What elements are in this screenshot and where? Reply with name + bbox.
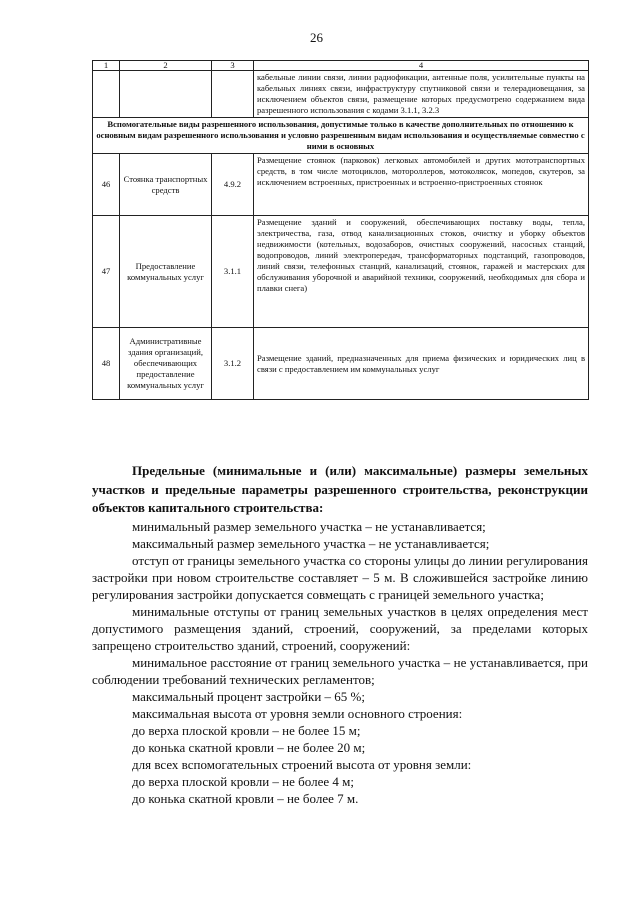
column-header: 2 (120, 61, 212, 71)
section-heading: Предельные (минимальные и (или) максимальные) размеры земельных участков и предельные параметры разрешенного строительства, реконструкции объектов капитального строительства: (92, 463, 588, 515)
table-row (93, 328, 589, 400)
row-name: Стоянка транспортных средств (120, 154, 212, 216)
row-code: 4.9.2 (212, 154, 254, 216)
row-name: Административные здания организаций, обеспечивающих предоставление коммунальных услуг (120, 328, 212, 400)
section-title: Вспомогательные виды разрешенного использования, допустимые только в качестве дополнительных по отношению к основным видам разрешенного использования и условно разрешенным видам использования и осуществляемые совместно с ними в основных (93, 118, 589, 154)
paragraph: до верха плоской кровли – не более 15 м; (132, 722, 361, 738)
empty-cell (212, 71, 254, 118)
paragraph: для всех вспомогательных строений высота от уровня земли: (132, 756, 472, 772)
paragraph: до верха плоской кровли – не более 4 м; (132, 773, 354, 789)
column-header: 1 (93, 61, 120, 71)
permitted-use-table (92, 60, 589, 400)
paragraph: до конька скатной кровли – не более 7 м. (132, 790, 359, 806)
page-number: 26 (310, 30, 323, 45)
row-description: Размещение зданий и сооружений, обеспечивающих поставку воды, тепла, электричества, газа, отвод канализационных стоков, очистку и уборку объектов недвижимости (котельных, водозаборов, очистных сооружений, насосных станций, водопроводов, линий электропередач, трансформаторных подстанций, газопроводов, линий связи, телефонных станций, канализаций, стоянок, гаражей и мастерских для обслуживания уборочной и аварийной техники, сооружений, необходимых для сбора и плавки снега) (254, 216, 589, 328)
row-description: Размещение зданий, предназначенных для приема физических и юридических лиц в связи с предоставлением им коммунальных услуг (254, 328, 589, 400)
column-header: 4 (254, 61, 589, 71)
row-code: 3.1.2 (212, 328, 254, 400)
column-header: 3 (212, 61, 254, 71)
paragraph: минимальный размер земельного участка – не устанавливается; (132, 518, 486, 534)
paragraph: максимальная высота от уровня земли основного строения: (132, 705, 463, 721)
paragraph: максимальный размер земельного участка – не устанавливается; (132, 535, 490, 551)
paragraph: минимальное расстояние от границ земельного участка – не устанавливается, при соблюдении требований технических регламентов; (92, 654, 588, 687)
table-row (93, 216, 589, 328)
row-description: Размещение стоянок (парковок) легковых автомобилей и других мототранспортных средств, в том числе мотоциклов, мотороллеров, мотоколясок, мопедов, скутеров, за исключением встроенных, пристроенных и встроенно-пристроенных стоянок (254, 154, 589, 216)
paragraph: минимальные отступы от границ земельных участков в целях определения мест допустимого размещения зданий, строений, сооружений, за пределами которых запрещено строительство зданий, строений, сооружений: (92, 603, 588, 653)
row-number: 48 (93, 328, 120, 400)
regulations-text (92, 462, 588, 807)
paragraph: максимальный процент застройки – 65 %; (132, 688, 365, 704)
row-name: Предоставление коммунальных услуг (120, 216, 212, 328)
row-number: 47 (93, 216, 120, 328)
row-number: 46 (93, 154, 120, 216)
row-description: кабельные линии связи, линии радиофикации, антенные поля, усилительные пункты на кабельных линиях связи, инфраструктуру спутниковой связи и телерадиовещания, за исключением объектов связи, размещение которых предусмотрено содержанием вида разрешенного использования с кодами 3.1.1, 3.2.3 (254, 71, 589, 118)
empty-cell (93, 71, 120, 118)
table-row (93, 154, 589, 216)
paragraph: до конька скатной кровли – не более 20 м; (132, 739, 366, 755)
row-code: 3.1.1 (212, 216, 254, 328)
table-row-continuation (93, 71, 589, 118)
table-header-row (93, 61, 589, 71)
empty-cell (120, 71, 212, 118)
section-title-row (93, 118, 589, 154)
paragraph: отступ от границы земельного участка со стороны улицы до линии регулирования застройки при новом строительстве составляет – 5 м. В сложившейся застройке линию регулирования застройки допускается совмещать с границей земельного участка; (92, 552, 588, 602)
